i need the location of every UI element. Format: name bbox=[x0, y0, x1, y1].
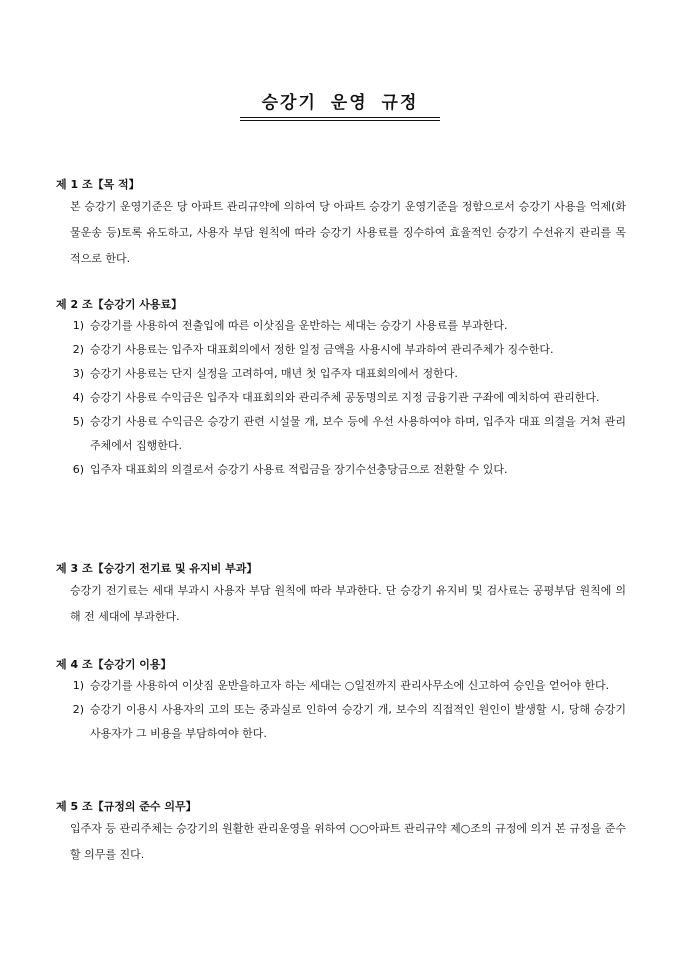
item-text: 승강기 사용료는 단지 실정을 고려하여, 매년 첫 입주자 대표회의에서 정한다. bbox=[90, 367, 458, 380]
list-item bbox=[56, 458, 626, 482]
item-number: 4) bbox=[72, 391, 84, 404]
list-item bbox=[56, 386, 626, 410]
article-body: 본 승강기 운영기준은 당 아파트 관리규약에 의하여 당 아파트 승강기 운영기준을 정함으로서 승강기 사용을 억제(화물운송 등)토록 유도하고, 사용자 부담 원칙에 따라 승강기 사용료를 징수하여 효율적인 승강기 수선유지 관리를 목적으로 한다. bbox=[70, 200, 626, 265]
document-title: 승강기 운영 규정 bbox=[261, 93, 419, 113]
item-number: 5) bbox=[72, 415, 84, 428]
article-3 bbox=[56, 560, 626, 630]
article-1 bbox=[56, 176, 626, 272]
item-number: 2) bbox=[72, 343, 84, 356]
list-item bbox=[56, 410, 626, 458]
article-heading: 제 2 조【승강기 사용료】 bbox=[56, 298, 183, 311]
article-2 bbox=[56, 296, 626, 482]
item-text: 승강기를 사용하여 전출입에 따른 이삿짐을 운반하는 세대는 승강기 사용료를 부과한다. bbox=[90, 319, 508, 332]
article-heading: 제 3 조【승강기 전기료 및 유지비 부과】 bbox=[56, 562, 258, 575]
article-body: 입주자 등 관리주체는 승강기의 원활한 관리운영을 위하여 ○○아파트 관리규약 제○조의 규정에 의거 본 규정을 준수할 의무를 진다. bbox=[70, 822, 626, 861]
item-number: 1) bbox=[72, 319, 84, 332]
item-text: 승강기 사용료 수익금은 승강기 관련 시설물 개, 보수 등에 우선 사용하여야 하며, 입주자 대표 의결을 거쳐 관리주체에서 집행한다. bbox=[90, 415, 626, 452]
article-heading: 제 4 조【승강기 이용】 bbox=[56, 658, 172, 671]
list-item bbox=[56, 698, 626, 746]
title-double-underline bbox=[240, 117, 440, 121]
item-text: 승강기 사용료는 입주자 대표회의에서 정한 일정 금액을 사용시에 부과하여 관리주체가 징수한다. bbox=[90, 343, 554, 356]
article-5 bbox=[56, 798, 626, 868]
list-item bbox=[56, 338, 626, 362]
item-text: 승강기를 사용하여 이삿짐 운반을하고자 하는 세대는 ○일전까지 관리사무소에 신고하여 승인을 얻어야 한다. bbox=[90, 679, 610, 692]
item-number: 3) bbox=[72, 367, 84, 380]
item-number: 1) bbox=[72, 679, 84, 692]
item-number: 6) bbox=[72, 463, 84, 476]
article-4 bbox=[56, 656, 626, 746]
article-heading: 제 5 조【규정의 준수 의무】 bbox=[56, 800, 197, 813]
article-body: 승강기 전기료는 세대 부과시 사용자 부담 원칙에 따라 부과한다. 단 승강기 유지비 및 검사료는 공평부담 원칙에 의해 전 세대에 부과한다. bbox=[70, 584, 626, 623]
article-heading: 제 1 조【목 적】 bbox=[56, 178, 140, 191]
item-text: 입주자 대표회의 의결로서 승강기 사용료 적립금을 장기수선충당금으로 전환할 수 있다. bbox=[90, 463, 508, 476]
list-item bbox=[56, 314, 626, 338]
item-text: 승강기 이용시 사용자의 고의 또는 중과실로 인하여 승강기 개, 보수의 직접적인 원인이 발생할 시, 당해 승강기 사용자가 그 비용을 부담하여야 한다. bbox=[90, 703, 626, 740]
title-block bbox=[0, 88, 680, 121]
item-number: 2) bbox=[72, 703, 84, 716]
item-text: 승강기 사용료 수익금은 입주자 대표회의와 관리주체 공동명의로 지정 금융기관 구좌에 예치하여 관리한다. bbox=[90, 391, 600, 404]
list-item bbox=[56, 362, 626, 386]
list-item bbox=[56, 674, 626, 698]
